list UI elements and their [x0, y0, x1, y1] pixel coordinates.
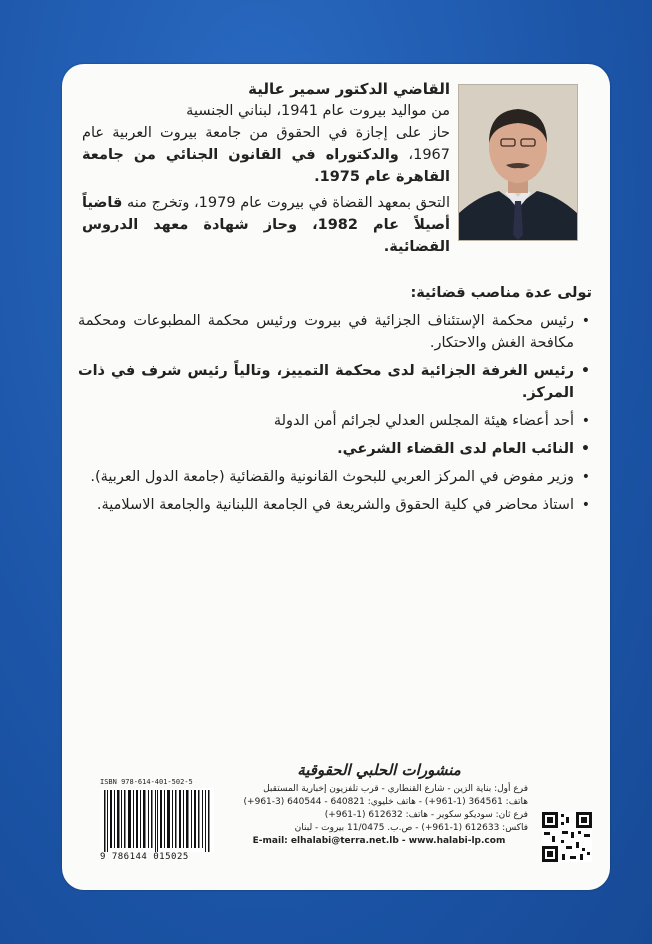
- isbn-number: 9 786144 015025: [100, 852, 189, 862]
- back-cover-panel: [62, 64, 610, 890]
- isbn-label: ISBN 978-614-401-502-5: [100, 778, 193, 786]
- list-item: • رئيس الغرفة الجزائية لدى محكمة التمييز، وتالياً رئيس شرف في ذات المركز.: [78, 360, 574, 404]
- publisher-email: E-mail: elhalabi@terra.net.lb - www.halabi-lp.com: [252, 836, 506, 846]
- publisher-fax: فاكس: 612633 (1-961+) - ص.ب. 11/0475 بيروت - لبنان: [294, 823, 528, 833]
- author-photo: [458, 84, 578, 241]
- bio-education-text: حاز على إجازة في الحقوق من جامعة بيروت العربية عام 1967،: [82, 125, 450, 163]
- list-item: • وزير مفوض في المركز العربي للبحوث القانونية والقضائية (جامعة الدول العربية).: [78, 466, 574, 488]
- list-item: • استاذ محاضر في كلية الحقوق والشريعة في الجامعة اللبنانية والجامعة الاسلامية.: [78, 494, 574, 516]
- positions-heading: تولى عدة مناصب قضائية:: [410, 285, 592, 301]
- author-portrait-icon: [459, 85, 577, 240]
- publisher-logo: منشورات الحلبي الحقوقية: [297, 761, 461, 779]
- publisher-phone-1: هاتف: 364561 (1-961+) - هاتف خليوي: 640821 - 640544 (3-961+): [243, 797, 528, 807]
- qr-code-icon: [542, 812, 592, 862]
- positions-list: [78, 310, 592, 516]
- bio-education: [82, 122, 450, 188]
- bio-birth: من مواليد بيروت عام 1941، لبناني الجنسية: [186, 103, 450, 119]
- barcode-icon: [100, 788, 214, 852]
- list-item: • أحد أعضاء هيئة المجلس العدلي لجرائم أمن الدولة: [78, 410, 574, 432]
- bio-institute: [82, 192, 450, 258]
- list-item: • النائب العام لدى القضاء الشرعي.: [78, 438, 574, 460]
- bio-doctorate: والدكتوراه في القانون الجنائي من جامعة القاهرة عام 1975.: [82, 147, 450, 185]
- positions-section: [78, 282, 592, 522]
- bio-judge: قاضياً أصيلاً عام 1982، وحاز شهادة معهد الدروس القضائية.: [82, 195, 450, 255]
- list-item: • رئيس محكمة الإستئناف الجزائية في بيروت ورئيس محكمة المطبوعات ومحكمة مكافحة الغش والاحتكار.: [78, 310, 574, 354]
- publisher-branch-2: فرع ثان: سوديكو سكوير - هاتف: 612632 (1-961+): [324, 810, 528, 820]
- publisher-branch-1: فرع أول: بناية الزين - شارع القنطاري - قرب تلفزيون إخبارية المستقبل: [263, 784, 528, 794]
- isbn-barcode: [100, 778, 214, 862]
- bio-institute-text: التحق بمعهد القضاة في بيروت عام 1979، وتخرج منه: [127, 195, 451, 211]
- qr-code: [542, 812, 592, 862]
- author-bio: [82, 78, 450, 258]
- publisher-info: [230, 761, 528, 848]
- author-name: القاضي الدكتور سمير عالية: [248, 80, 450, 98]
